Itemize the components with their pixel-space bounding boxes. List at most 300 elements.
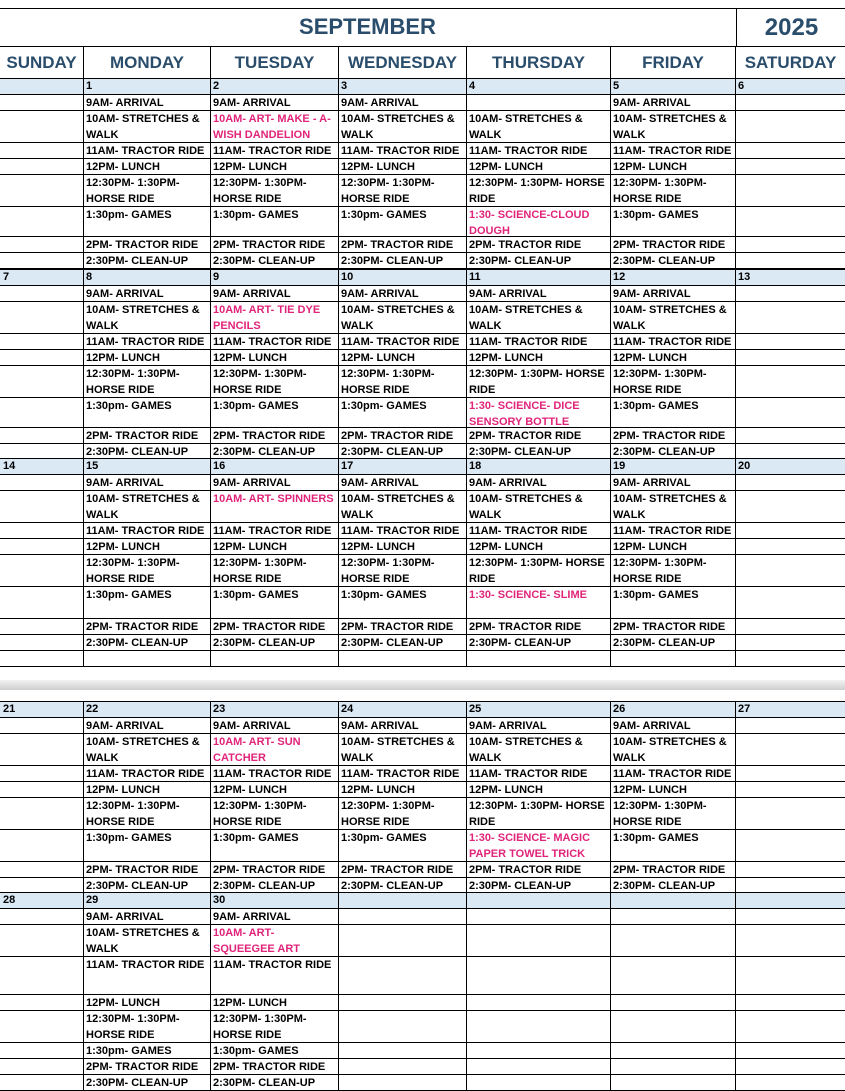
activity-cell: 12PM- LUNCH: [341, 541, 415, 553]
activity-cell: 12PM- LUNCH: [86, 997, 160, 1009]
special-activity: 1:30- SCIENCE-CLOUD DOUGH: [469, 209, 590, 236]
weekday-monday: MONDAY: [83, 47, 210, 79]
grid-column-line: [210, 46, 211, 78]
grid-column-line: [83, 458, 84, 650]
activity-cell: 2PM- TRACTOR RIDE: [86, 621, 199, 633]
grid-column-line: [466, 650, 467, 666]
activity-cell: 2:30PM- CLEAN-UP: [613, 446, 716, 458]
activity-cell: 12:30PM- 1:30PM- HORSE RIDE: [213, 800, 307, 828]
activity-cell: 12:30PM- 1:30PM- HORSE RIDE: [341, 177, 435, 205]
activity-cell: [735, 925, 845, 956]
activity-cell: 12:30PM- 1:30PM- HORSE RIDE: [86, 1013, 180, 1041]
calendar-title-row: [0, 8, 845, 46]
date-number: 24: [341, 703, 354, 715]
activity-cell: 1:30pm- GAMES: [86, 209, 172, 221]
date-number: 2: [213, 80, 220, 92]
activity-cell: 2PM- TRACTOR RIDE: [86, 430, 199, 442]
activity-cell: 1:30pm- GAMES: [86, 589, 172, 601]
activity-cell: [735, 475, 845, 490]
activity-cell: [0, 302, 83, 333]
activity-cell: [0, 587, 83, 618]
activity-cell: 1:30pm- GAMES: [341, 209, 427, 221]
activity-cell: [735, 428, 845, 443]
grid-column-line: [735, 892, 736, 1090]
activity-cell: 12:30PM- 1:30PM- HORSE RIDE: [86, 177, 180, 205]
activity-cell: 11AM- TRACTOR RIDE: [341, 768, 460, 780]
activity-cell: 2:30PM- CLEAN-UP: [213, 255, 316, 267]
activity-cell: [0, 635, 83, 650]
activity-cell: 11AM- TRACTOR RIDE: [613, 145, 732, 157]
special-activity: 1:30- SCIENCE- SLIME: [469, 589, 587, 601]
activity-cell: 11AM- TRACTOR RIDE: [469, 336, 588, 348]
grid-column-line: [610, 701, 611, 893]
activity-cell: [735, 286, 845, 301]
activity-cell: 9AM- ARRIVAL: [341, 720, 419, 732]
activity-cell: [735, 587, 845, 618]
activity-cell: 2:30PM- CLEAN-UP: [613, 637, 716, 649]
activity-cell: 2:30PM- CLEAN-UP: [341, 255, 444, 267]
activity-cell: [0, 111, 83, 142]
activity-cell: 2PM- TRACTOR RIDE: [86, 239, 199, 251]
activity-cell: 11AM- TRACTOR RIDE: [213, 768, 332, 780]
activity-cell: 12PM- LUNCH: [86, 784, 160, 796]
date-number: 3: [341, 80, 348, 92]
activity-cell: 10AM- STRETCHES & WALK: [469, 736, 583, 764]
weekday-header-row: [0, 46, 845, 79]
date-number: 18: [469, 460, 482, 472]
grid-column-line: [210, 701, 211, 893]
activity-cell: 9AM- ARRIVAL: [469, 288, 547, 300]
activity-cell: 11AM- TRACTOR RIDE: [341, 525, 460, 537]
activity-cell: [466, 925, 610, 956]
activity-cell: [735, 957, 845, 994]
grid-column-line: [466, 701, 467, 893]
activity-cell: 9AM- ARRIVAL: [613, 288, 691, 300]
special-activity: 1:30- SCIENCE- MAGIC PAPER TOWEL TRICK: [469, 832, 591, 860]
activity-cell: [735, 159, 845, 174]
activity-cell: 2:30PM- CLEAN-UP: [213, 446, 316, 458]
activity-cell: 12PM- LUNCH: [613, 352, 687, 364]
activity-cell: 10AM- STRETCHES & WALK: [469, 304, 583, 332]
activity-cell: [0, 555, 83, 586]
date-number: 21: [3, 703, 16, 715]
grid-column-line: [466, 46, 467, 78]
activity-cell: 10AM- STRETCHES & WALK: [613, 304, 727, 332]
grid-column-line: [610, 650, 611, 666]
activity-cell: 2PM- TRACTOR RIDE: [213, 864, 326, 876]
activity-cell: 2:30PM- CLEAN-UP: [469, 880, 572, 892]
special-activity: 10AM- ART- MAKE - A-WISH DANDELION: [213, 113, 331, 141]
activity-cell: [610, 1043, 735, 1058]
date-number: 17: [341, 460, 354, 472]
activity-cell: [735, 491, 845, 522]
activity-cell: 1:30pm- GAMES: [341, 400, 427, 412]
week-bottom-line: [0, 650, 845, 651]
grid-column-line: [338, 458, 339, 650]
date-number: 9: [213, 271, 220, 283]
activity-cell: [466, 95, 610, 110]
activity-cell: [0, 253, 83, 268]
activity-cell: [0, 428, 83, 443]
activity-cell: 12PM- LUNCH: [613, 784, 687, 796]
activity-cell: [735, 366, 845, 397]
grid-column-line: [210, 269, 211, 459]
week-top-line: [0, 458, 845, 459]
activity-cell: [0, 95, 83, 110]
special-activity: 10AM- ART- SUN CATCHER: [213, 736, 301, 764]
date-number: 12: [613, 271, 626, 283]
activity-cell: [735, 1075, 845, 1090]
activity-cell: [735, 539, 845, 554]
activity-cell: [0, 237, 83, 252]
activity-cell: 11AM- TRACTOR RIDE: [213, 336, 332, 348]
grid-column-line: [735, 650, 736, 666]
activity-cell: [735, 555, 845, 586]
activity-cell: 1:30pm- GAMES: [86, 1045, 172, 1057]
activity-cell: 2PM- TRACTOR RIDE: [341, 430, 454, 442]
activity-cell: 12PM- LUNCH: [469, 161, 543, 173]
activity-cell: [0, 523, 83, 538]
grid-column-line: [735, 458, 736, 650]
activity-cell: 11AM- TRACTOR RIDE: [613, 525, 732, 537]
activity-cell: 11AM- TRACTOR RIDE: [86, 525, 205, 537]
activity-cell: 2:30PM- CLEAN-UP: [86, 1077, 189, 1089]
activity-cell: [466, 909, 610, 924]
activity-cell: [735, 111, 845, 142]
activity-cell: 9AM- ARRIVAL: [613, 97, 691, 109]
week-top-line: [0, 892, 845, 893]
date-number: 5: [613, 80, 620, 92]
activity-cell: 12:30PM- 1:30PM- HORSE RIDE: [469, 557, 605, 585]
activity-cell: 2PM- TRACTOR RIDE: [613, 430, 726, 442]
activity-cell: 9AM- ARRIVAL: [469, 477, 547, 489]
grid-column-line: [466, 892, 467, 1090]
activity-cell: [0, 1075, 83, 1090]
year-title: 2025: [736, 8, 845, 46]
date-row: [0, 78, 845, 94]
special-activity: 10AM- ART- TIE DYE PENCILS: [213, 304, 321, 332]
activity-cell: 11AM- TRACTOR RIDE: [341, 336, 460, 348]
date-number: 16: [213, 460, 226, 472]
activity-cell: 12PM- LUNCH: [613, 161, 687, 173]
grid-column-line: [610, 458, 611, 650]
activity-cell: [735, 253, 845, 268]
activity-cell: [735, 444, 845, 459]
weekday-wednesday: WEDNESDAY: [338, 47, 466, 79]
activity-cell: 9AM- ARRIVAL: [86, 911, 164, 923]
grid-column-line: [338, 650, 339, 666]
date-number: 15: [86, 460, 99, 472]
activity-cell: [466, 1075, 610, 1090]
activity-cell: 10AM- STRETCHES & WALK: [341, 736, 455, 764]
grid-column-line: [610, 78, 611, 268]
activity-cell: 12:30PM- 1:30PM- HORSE RIDE: [469, 177, 605, 205]
activity-cell: [0, 878, 83, 893]
activity-cell: 2:30PM- CLEAN-UP: [341, 880, 444, 892]
activity-cell: 12PM- LUNCH: [341, 161, 415, 173]
activity-cell: [0, 862, 83, 877]
activity-cell: 11AM- TRACTOR RIDE: [613, 336, 732, 348]
activity-cell: [735, 995, 845, 1010]
weekday-thursday: THURSDAY: [466, 47, 610, 79]
date-number: 8: [86, 271, 93, 283]
activity-cell: 12PM- LUNCH: [86, 161, 160, 173]
activity-cell: 2PM- TRACTOR RIDE: [469, 239, 582, 251]
activity-cell: [610, 1059, 735, 1074]
activity-cell: [0, 798, 83, 829]
activity-cell: [735, 1059, 845, 1074]
activity-cell: [0, 143, 83, 158]
activity-cell: 2PM- TRACTOR RIDE: [341, 239, 454, 251]
activity-cell: 12PM- LUNCH: [213, 541, 287, 553]
grid-column-line: [83, 46, 84, 78]
activity-cell: 2PM- TRACTOR RIDE: [613, 239, 726, 251]
activity-cell: 12PM- LUNCH: [86, 541, 160, 553]
activity-cell: 9AM- ARRIVAL: [213, 911, 291, 923]
activity-cell: 12PM- LUNCH: [213, 161, 287, 173]
activity-cell: 10AM- STRETCHES & WALK: [341, 304, 455, 332]
activity-cell: 12:30PM- 1:30PM- HORSE RIDE: [613, 557, 707, 585]
activity-cell: [0, 444, 83, 459]
activity-cell: [0, 539, 83, 554]
activity-cell: 10AM- STRETCHES & WALK: [86, 493, 200, 521]
date-number: 26: [613, 703, 626, 715]
activity-cell: 9AM- ARRIVAL: [613, 477, 691, 489]
activity-cell: [735, 1043, 845, 1058]
activity-cell: 11AM- TRACTOR RIDE: [86, 768, 205, 780]
activity-cell: 11AM- TRACTOR RIDE: [469, 768, 588, 780]
grid-column-line: [83, 892, 84, 1090]
activity-cell: 2:30PM- CLEAN-UP: [613, 880, 716, 892]
weekday-sunday: SUNDAY: [6, 53, 77, 72]
activity-cell: 12:30PM- 1:30PM- HORSE RIDE: [613, 177, 707, 205]
activity-cell: [0, 286, 83, 301]
activity-cell: 2:30PM- CLEAN-UP: [86, 880, 189, 892]
date-row: [0, 892, 845, 908]
activity-cell: 11AM- TRACTOR RIDE: [213, 959, 332, 971]
activity-cell: 2:30PM- CLEAN-UP: [86, 637, 189, 649]
activity-cell: 12:30PM- 1:30PM- HORSE RIDE: [469, 368, 605, 396]
grid-column-line: [338, 701, 339, 893]
row-line: [0, 666, 845, 667]
grid-column-line: [338, 892, 339, 1090]
grid-column-line: [210, 892, 211, 1090]
activity-cell: [735, 523, 845, 538]
activity-cell: 12PM- LUNCH: [341, 352, 415, 364]
grid-column-line: [83, 78, 84, 268]
grid-column-line: [610, 892, 611, 1090]
grid-column-line: [83, 269, 84, 459]
activity-cell: 2:30PM- CLEAN-UP: [213, 880, 316, 892]
grid-column-line: [338, 269, 339, 459]
activity-cell: 12PM- LUNCH: [469, 352, 543, 364]
activity-cell: [0, 1043, 83, 1058]
activity-cell: 11AM- TRACTOR RIDE: [469, 525, 588, 537]
grid-column-line: [735, 46, 736, 78]
activity-cell: 2PM- TRACTOR RIDE: [341, 864, 454, 876]
activity-cell: 9AM- ARRIVAL: [86, 477, 164, 489]
weekday-tuesday: TUESDAY: [210, 47, 338, 79]
page-break-divider: [0, 680, 845, 690]
activity-cell: [610, 1011, 735, 1042]
activity-cell: 12:30PM- 1:30PM- HORSE RIDE: [341, 368, 435, 396]
activity-cell: [0, 909, 83, 924]
activity-cell: 1:30pm- GAMES: [86, 400, 172, 412]
activity-cell: [466, 1011, 610, 1042]
activity-cell: [735, 734, 845, 765]
activity-cell: 12:30PM- 1:30PM- HORSE RIDE: [213, 1013, 307, 1041]
activity-cell: [0, 350, 83, 365]
activity-cell: 2PM- TRACTOR RIDE: [213, 1061, 326, 1073]
activity-cell: 2PM- TRACTOR RIDE: [469, 864, 582, 876]
activity-cell: 12:30PM- 1:30PM- HORSE RIDE: [469, 800, 605, 828]
date-number: 4: [469, 80, 476, 92]
activity-cell: 2:30PM- CLEAN-UP: [469, 255, 572, 267]
activity-cell: [466, 995, 610, 1010]
grid-column-line: [735, 78, 736, 268]
activity-cell: [735, 798, 845, 829]
grid-column-line: [210, 650, 211, 666]
activity-cell: [0, 957, 83, 994]
activity-cell: 10AM- STRETCHES & WALK: [341, 493, 455, 521]
activity-cell: 1:30pm- GAMES: [341, 832, 427, 844]
activity-cell: 10AM- STRETCHES & WALK: [613, 113, 727, 141]
activity-cell: 12PM- LUNCH: [213, 997, 287, 1009]
grid-column-line: [338, 46, 339, 78]
activity-cell: 11AM- TRACTOR RIDE: [341, 145, 460, 157]
grid-column-line: [466, 269, 467, 459]
activity-cell: 2:30PM- CLEAN-UP: [341, 446, 444, 458]
activity-cell: 1:30pm- GAMES: [341, 589, 427, 601]
activity-cell: 2PM- TRACTOR RIDE: [213, 239, 326, 251]
activity-cell: 1:30pm- GAMES: [86, 832, 172, 844]
activity-cell: 11AM- TRACTOR RIDE: [213, 525, 332, 537]
activity-cell: [0, 619, 83, 634]
activity-cell: [735, 619, 845, 634]
activity-cell: [735, 350, 845, 365]
activity-cell: [0, 207, 83, 236]
activity-cell: 9AM- ARRIVAL: [86, 288, 164, 300]
activity-cell: 1:30pm- GAMES: [613, 589, 699, 601]
activity-cell: [0, 159, 83, 174]
grid-column-line: [736, 8, 737, 46]
activity-cell: [735, 782, 845, 797]
activity-cell: [735, 334, 845, 349]
activity-cell: [0, 398, 83, 427]
activity-cell: 12PM- LUNCH: [86, 352, 160, 364]
activity-cell: [0, 995, 83, 1010]
date-number: 7: [3, 271, 10, 283]
activity-cell: [338, 957, 466, 994]
activity-cell: 9AM- ARRIVAL: [86, 720, 164, 732]
activity-cell: 1:30pm- GAMES: [213, 832, 299, 844]
activity-cell: [338, 1059, 466, 1074]
activity-cell: 9AM- ARRIVAL: [341, 288, 419, 300]
date-number: 20: [738, 460, 751, 472]
activity-cell: 12PM- LUNCH: [341, 784, 415, 796]
date-number: 25: [469, 703, 482, 715]
activity-cell: 10AM- STRETCHES & WALK: [469, 493, 583, 521]
activity-cell: 9AM- ARRIVAL: [341, 97, 419, 109]
activity-cell: 2PM- TRACTOR RIDE: [469, 621, 582, 633]
activity-cell: 2:30PM- CLEAN-UP: [213, 637, 316, 649]
activity-cell: [466, 1043, 610, 1058]
special-activity: 10AM- ART- SQUEEGEE ART: [213, 927, 300, 955]
date-number: 6: [738, 80, 745, 92]
activity-cell: [0, 366, 83, 397]
activity-cell: 11AM- TRACTOR RIDE: [469, 145, 588, 157]
activity-cell: 9AM- ARRIVAL: [213, 97, 291, 109]
activity-cell: [338, 1043, 466, 1058]
date-number: 28: [3, 894, 16, 906]
activity-cell: 1:30pm- GAMES: [213, 1045, 299, 1057]
activity-cell: [0, 1059, 83, 1074]
activity-cell: 12PM- LUNCH: [613, 541, 687, 553]
grid-column-line: [735, 701, 736, 893]
activity-cell: 12:30PM- 1:30PM- HORSE RIDE: [613, 800, 707, 828]
date-number: 27: [738, 703, 751, 715]
activity-cell: 12PM- LUNCH: [213, 784, 287, 796]
month-title: SEPTEMBER: [299, 14, 436, 39]
grid-column-line: [83, 650, 84, 666]
activity-cell: [0, 830, 83, 861]
activity-cell: [0, 925, 83, 956]
activity-cell: 10AM- STRETCHES & WALK: [86, 113, 200, 141]
activity-cell: 11AM- TRACTOR RIDE: [613, 768, 732, 780]
activity-cell: 2:30PM- CLEAN-UP: [86, 446, 189, 458]
week-top-line: [0, 701, 845, 702]
activity-cell: [610, 909, 735, 924]
activity-cell: 11AM- TRACTOR RIDE: [86, 145, 205, 157]
activity-cell: 2:30PM- CLEAN-UP: [341, 637, 444, 649]
activity-cell: 10AM- STRETCHES & WALK: [613, 736, 727, 764]
activity-cell: [735, 175, 845, 206]
activity-cell: [338, 909, 466, 924]
date-row: [0, 458, 845, 474]
date-number: 14: [3, 460, 16, 472]
activity-cell: 2PM- TRACTOR RIDE: [213, 430, 326, 442]
activity-cell: [0, 734, 83, 765]
activity-cell: [0, 475, 83, 490]
activity-cell: 1:30pm- GAMES: [613, 209, 699, 221]
activity-cell: 10AM- STRETCHES & WALK: [86, 304, 200, 332]
activity-cell: 10AM- STRETCHES & WALK: [613, 493, 727, 521]
activity-cell: 12:30PM- 1:30PM- HORSE RIDE: [341, 800, 435, 828]
activity-cell: 10AM- STRETCHES & WALK: [86, 736, 200, 764]
date-number: 11: [469, 271, 481, 283]
activity-cell: [0, 1011, 83, 1042]
week-top-line: [0, 78, 845, 79]
date-number: 1: [86, 80, 93, 92]
activity-cell: 1:30pm- GAMES: [213, 589, 299, 601]
activity-cell: [338, 925, 466, 956]
activity-cell: 12:30PM- 1:30PM- HORSE RIDE: [213, 177, 307, 205]
activity-cell: [0, 334, 83, 349]
activity-cell: 12:30PM- 1:30PM- HORSE RIDE: [213, 557, 307, 585]
activity-cell: 9AM- ARRIVAL: [213, 288, 291, 300]
activity-cell: [735, 766, 845, 781]
activity-cell: [338, 1075, 466, 1090]
activity-cell: 12PM- LUNCH: [469, 541, 543, 553]
date-number: 23: [213, 703, 226, 715]
activity-cell: 1:30pm- GAMES: [613, 400, 699, 412]
date-number: 30: [213, 894, 226, 906]
activity-cell: [735, 862, 845, 877]
activity-cell: 9AM- ARRIVAL: [341, 477, 419, 489]
activity-cell: [338, 995, 466, 1010]
activity-cell: [735, 830, 845, 861]
date-number: 10: [341, 271, 354, 283]
